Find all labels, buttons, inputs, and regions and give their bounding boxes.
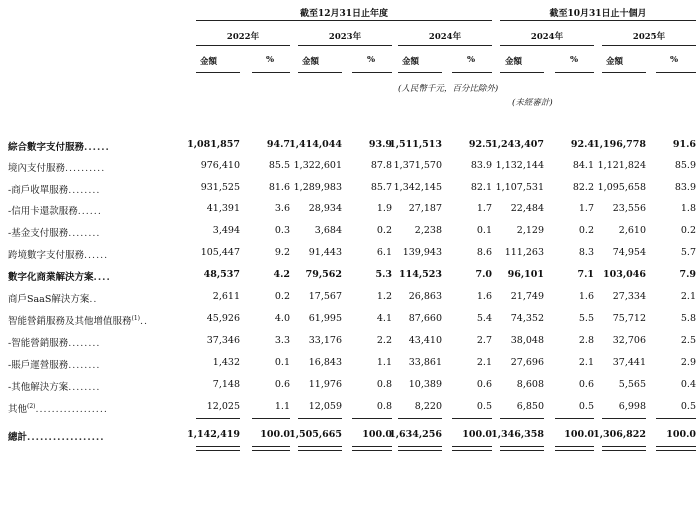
percent-cell: 4.1: [376, 313, 392, 324]
amount-cell: 3,684: [314, 225, 342, 236]
percent-cell: 0.1: [476, 225, 492, 236]
row-label: [8, 291, 97, 305]
percent-cell: 3.6: [274, 203, 290, 214]
amount-cell: 87,660: [408, 313, 442, 324]
percent-cell: 0.5: [578, 401, 594, 412]
table-row: [0, 266, 700, 286]
col-header-amount: 金額: [402, 57, 420, 67]
amount-cell: 105,447: [200, 247, 240, 258]
row-label-text: 數字化商業解決方案: [8, 272, 94, 283]
amount-cell: 6,850: [516, 401, 544, 412]
col-header-amount: 金額: [606, 57, 624, 67]
row-label-text: 智能營銷服務及其他增值服務: [8, 316, 132, 327]
percent-cell: 0.4: [680, 379, 696, 390]
leader-dots: ..........: [65, 163, 106, 174]
group-header-annual: 截至12月31日止年度: [299, 9, 389, 19]
percent-cell: 0.6: [578, 379, 594, 390]
amount-cell: 37,346: [206, 335, 240, 346]
group-header-ten-month: 截至10月31日止十個月: [549, 9, 647, 19]
total-double-rule: [656, 446, 696, 451]
percent-cell: 100.0: [666, 429, 696, 440]
percent-cell: 93.9: [368, 139, 392, 150]
percent-cell: 9.2: [274, 247, 290, 258]
leader-dots: ........: [68, 382, 101, 393]
amount-cell: 45,926: [206, 313, 240, 324]
row-label-text: -其他解決方案: [8, 382, 69, 393]
year-rule: [298, 45, 392, 46]
percent-cell: 1.6: [476, 291, 492, 302]
amount-cell: 22,484: [510, 203, 544, 214]
total-double-rule: [352, 446, 392, 451]
percent-cell: 7.0: [475, 269, 492, 280]
leader-dots: ..: [89, 294, 98, 305]
table-row: [0, 398, 700, 418]
amount-cell: 5,565: [618, 379, 646, 390]
subtotal-rule: [452, 418, 492, 419]
leader-dots: ........: [68, 360, 101, 371]
percent-cell: 5.5: [578, 313, 594, 324]
percent-cell: 84.1: [572, 160, 594, 171]
amount-cell: 26,863: [408, 291, 442, 302]
leader-dots: ....: [93, 272, 111, 283]
leader-dots: ........: [68, 185, 101, 196]
percent-cell: 1.1: [376, 357, 392, 368]
amount-cell: 23,556: [612, 203, 646, 214]
percent-cell: 1.1: [274, 401, 290, 412]
leader-dots: ........: [68, 338, 101, 349]
subtotal-rule: [352, 418, 392, 419]
table-row: [0, 310, 700, 330]
unit-note: (人民幣千元，百分比除外): [398, 84, 499, 94]
table-row: [0, 222, 700, 242]
amount-cell: 74,352: [510, 313, 544, 324]
amount-cell: 3,494: [212, 225, 240, 236]
subtotal-rule: [500, 418, 544, 419]
amount-cell: 103,046: [603, 269, 646, 280]
amount-cell: 2,611: [212, 291, 240, 302]
year-header-2023: 2023年: [328, 32, 362, 42]
percent-cell: 2.5: [680, 335, 696, 346]
subtotal-rule: [298, 418, 342, 419]
amount-cell: 6,998: [618, 401, 646, 412]
row-label-text: 境內支付服務: [8, 163, 66, 174]
row-label-text: 其他: [8, 404, 28, 415]
percent-cell: 0.1: [274, 357, 290, 368]
amount-cell: 1,306,822: [593, 429, 646, 440]
table-row: [0, 157, 700, 177]
amount-cell: 96,101: [507, 269, 544, 280]
col-rule: [555, 72, 594, 73]
row-label: [8, 203, 102, 217]
percent-cell: 5.7: [680, 247, 696, 258]
table-row: [0, 332, 700, 352]
amount-cell: 931,525: [200, 182, 240, 193]
row-label: [8, 357, 100, 371]
row-label-text: -智能營銷服務: [8, 338, 69, 349]
subtotal-rule: [656, 418, 696, 419]
percent-cell: 81.6: [268, 182, 290, 193]
leader-dots: ......: [77, 206, 102, 217]
amount-cell: 1,322,601: [293, 160, 342, 171]
percent-cell: 83.9: [674, 182, 696, 193]
row-label-text: -信用卡還款服務: [8, 206, 78, 217]
subtotal-rule: [196, 418, 240, 419]
total-double-rule: [398, 446, 442, 451]
year-header-2022: 2022年: [226, 32, 260, 42]
leader-dots: ..................: [27, 432, 105, 443]
col-rule: [398, 72, 442, 73]
percent-cell: 5.3: [375, 269, 392, 280]
table-row: [0, 376, 700, 396]
total-double-rule: [298, 446, 342, 451]
percent-cell: 85.9: [674, 160, 696, 171]
leader-dots: ..: [140, 316, 149, 327]
col-rule: [500, 72, 544, 73]
table-row: [0, 244, 700, 264]
amount-cell: 28,934: [308, 203, 342, 214]
row-label-text: -商戶收單服務: [8, 185, 69, 196]
row-label: [8, 335, 100, 349]
amount-cell: 27,187: [408, 203, 442, 214]
percent-cell: 85.5: [268, 160, 290, 171]
table-row: [0, 354, 700, 374]
col-rule: [298, 72, 342, 73]
amount-cell: 11,976: [308, 379, 342, 390]
percent-cell: 0.2: [376, 225, 392, 236]
amount-cell: 79,562: [305, 269, 342, 280]
percent-cell: 0.3: [274, 225, 290, 236]
amount-cell: 17,567: [308, 291, 342, 302]
amount-cell: 48,537: [203, 269, 240, 280]
amount-cell: 74,954: [612, 247, 646, 258]
percent-cell: 1.2: [376, 291, 392, 302]
total-double-rule: [500, 446, 544, 451]
amount-cell: 1,095,658: [597, 182, 646, 193]
row-label: [8, 182, 100, 196]
percent-cell: 100.0: [260, 429, 290, 440]
amount-cell: 1,342,145: [393, 182, 442, 193]
col-rule: [602, 72, 646, 73]
percent-cell: 100.0: [462, 429, 492, 440]
percent-cell: 7.9: [679, 269, 696, 280]
percent-cell: 1.6: [578, 291, 594, 302]
leader-dots: ..................: [35, 404, 108, 415]
percent-cell: 91.6: [672, 139, 696, 150]
subtotal-rule: [252, 418, 290, 419]
year-header-2025: 2025年: [632, 32, 666, 42]
group-rule-annual: [196, 20, 492, 21]
col-rule: [656, 72, 696, 73]
amount-cell: 2,238: [414, 225, 442, 236]
percent-cell: 85.7: [370, 182, 392, 193]
percent-cell: 82.1: [470, 182, 492, 193]
row-label: [8, 225, 100, 239]
row-label: [8, 269, 111, 283]
row-label-text: 跨境數字支付服務: [8, 250, 85, 261]
group-rule-ten-month: [500, 20, 696, 21]
amount-cell: 1,289,983: [293, 182, 342, 193]
percent-cell: 7.1: [577, 269, 594, 280]
row-label-text: -基金支付服務: [8, 228, 69, 239]
footnote-marker: (1): [131, 314, 141, 322]
percent-cell: 1.7: [578, 203, 594, 214]
amount-cell: 1,243,407: [491, 139, 544, 150]
leader-dots: ........: [68, 228, 101, 239]
total-double-rule: [196, 446, 240, 451]
percent-cell: 8.3: [578, 247, 594, 258]
percent-cell: 94.7: [266, 139, 290, 150]
percent-cell: 2.1: [476, 357, 492, 368]
percent-cell: 92.4: [570, 139, 594, 150]
percent-cell: 0.2: [578, 225, 594, 236]
amount-cell: 27,696: [510, 357, 544, 368]
percent-cell: 4.2: [273, 269, 290, 280]
amount-cell: 8,220: [414, 401, 442, 412]
year-rule: [500, 45, 594, 46]
col-header-amount: 金額: [505, 57, 523, 67]
table-row: [0, 136, 700, 156]
col-rule: [452, 72, 492, 73]
col-header-pct: %: [570, 55, 579, 65]
amount-cell: 1,346,358: [491, 429, 544, 440]
footnote-marker: (2): [27, 402, 36, 410]
percent-cell: 2.8: [578, 335, 594, 346]
percent-cell: 1.8: [680, 203, 696, 214]
percent-cell: 92.5: [468, 139, 492, 150]
amount-cell: 1,121,824: [597, 160, 646, 171]
table-row: [0, 426, 700, 446]
subtotal-rule: [555, 418, 594, 419]
amount-cell: 1,414,044: [289, 139, 342, 150]
row-label: [8, 429, 105, 443]
percent-cell: 2.9: [680, 357, 696, 368]
year-rule: [602, 45, 696, 46]
amount-cell: 33,176: [308, 335, 342, 346]
amount-cell: 1,081,857: [187, 139, 240, 150]
amount-cell: 37,441: [612, 357, 646, 368]
amount-cell: 75,712: [612, 313, 646, 324]
leader-dots: ......: [84, 142, 110, 153]
amount-cell: 1,196,778: [593, 139, 646, 150]
row-label: [8, 401, 108, 415]
percent-cell: 5.8: [680, 313, 696, 324]
total-double-rule: [452, 446, 492, 451]
row-label-text: 商戶SaaS解決方案: [8, 294, 90, 305]
table-row: [0, 288, 700, 308]
percent-cell: 0.5: [680, 401, 696, 412]
amount-cell: 1,142,419: [187, 429, 240, 440]
year-header-2024-annual: 2024年: [428, 32, 462, 42]
amount-cell: 2,610: [618, 225, 646, 236]
amount-cell: 43,410: [408, 335, 442, 346]
amount-cell: 33,861: [408, 357, 442, 368]
percent-cell: 0.8: [376, 401, 392, 412]
unaudited-note: (未經審計): [512, 98, 553, 108]
amount-cell: 2,129: [516, 225, 544, 236]
year-rule: [398, 45, 492, 46]
amount-cell: 16,843: [308, 357, 342, 368]
amount-cell: 114,523: [399, 269, 442, 280]
amount-cell: 38,048: [510, 335, 544, 346]
amount-cell: 27,334: [612, 291, 646, 302]
amount-cell: 111,263: [504, 247, 544, 258]
col-rule: [196, 72, 240, 73]
amount-cell: 976,410: [200, 160, 240, 171]
amount-cell: 8,608: [516, 379, 544, 390]
amount-cell: 91,443: [308, 247, 342, 258]
amount-cell: 1,371,570: [393, 160, 442, 171]
percent-cell: 83.9: [470, 160, 492, 171]
percent-cell: 100.0: [564, 429, 594, 440]
total-double-rule: [602, 446, 646, 451]
row-label: [8, 313, 148, 327]
row-label: [8, 160, 105, 174]
percent-cell: 0.5: [476, 401, 492, 412]
col-header-pct: %: [266, 55, 275, 65]
amount-cell: 12,025: [206, 401, 240, 412]
subtotal-rule: [602, 418, 646, 419]
col-rule: [252, 72, 290, 73]
percent-cell: 1.9: [376, 203, 392, 214]
amount-cell: 41,391: [206, 203, 240, 214]
amount-cell: 12,059: [308, 401, 342, 412]
percent-cell: 2.2: [376, 335, 392, 346]
percent-cell: 3.3: [274, 335, 290, 346]
percent-cell: 8.6: [476, 247, 492, 258]
row-label: [8, 139, 110, 153]
percent-cell: 6.1: [376, 247, 392, 258]
row-label: [8, 379, 100, 393]
percent-cell: 82.2: [572, 182, 594, 193]
percent-cell: 0.6: [274, 379, 290, 390]
amount-cell: 1,505,665: [289, 429, 342, 440]
percent-cell: 0.8: [376, 379, 392, 390]
col-header-amount: 金額: [302, 57, 320, 67]
amount-cell: 21,749: [510, 291, 544, 302]
col-header-pct: %: [467, 55, 476, 65]
col-header-amount: 金額: [200, 57, 218, 67]
percent-cell: 100.0: [362, 429, 392, 440]
amount-cell: 32,706: [612, 335, 646, 346]
percent-cell: 2.7: [476, 335, 492, 346]
amount-cell: 10,389: [408, 379, 442, 390]
percent-cell: 0.6: [476, 379, 492, 390]
amount-cell: 1,132,144: [495, 160, 544, 171]
percent-cell: 4.0: [274, 313, 290, 324]
amount-cell: 7,148: [212, 379, 240, 390]
col-rule: [352, 72, 392, 73]
percent-cell: 2.1: [680, 291, 696, 302]
total-double-rule: [252, 446, 290, 451]
col-header-pct: %: [367, 55, 376, 65]
percent-cell: 1.7: [476, 203, 492, 214]
row-label-text: 總計: [8, 432, 28, 443]
row-label-text: -賬戶運營服務: [8, 360, 69, 371]
amount-cell: 1,107,531: [495, 182, 544, 193]
year-header-2024-ten-month: 2024年: [530, 32, 564, 42]
percent-cell: 0.2: [274, 291, 290, 302]
table-row: [0, 179, 700, 199]
total-double-rule: [555, 446, 594, 451]
percent-cell: 5.4: [476, 313, 492, 324]
amount-cell: 61,995: [308, 313, 342, 324]
subtotal-rule: [398, 418, 442, 419]
percent-cell: 87.8: [370, 160, 392, 171]
percent-cell: 2.1: [578, 357, 594, 368]
leader-dots: ......: [84, 250, 109, 261]
row-label: [8, 247, 108, 261]
year-rule: [196, 45, 290, 46]
col-header-pct: %: [670, 55, 679, 65]
table-row: [0, 200, 700, 220]
amount-cell: 139,943: [402, 247, 442, 258]
row-label-text: 綜合數字支付服務: [8, 142, 85, 153]
percent-cell: 0.2: [680, 225, 696, 236]
amount-cell: 1,511,513: [389, 139, 442, 150]
amount-cell: 1,432: [212, 357, 240, 368]
amount-cell: 1,634,256: [389, 429, 442, 440]
